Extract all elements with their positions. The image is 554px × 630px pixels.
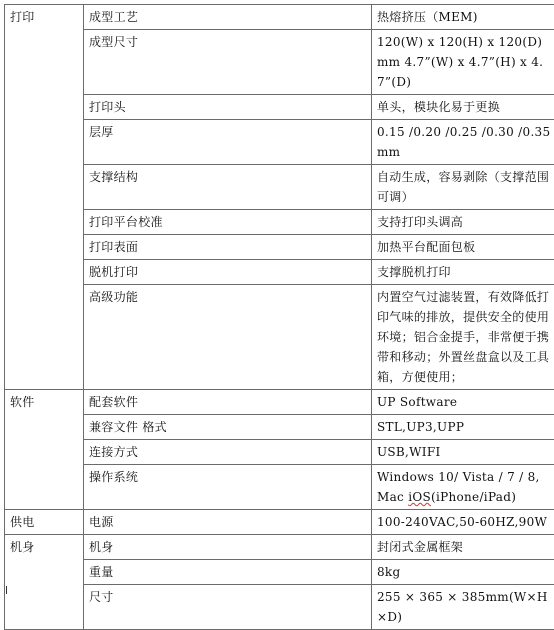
value-cell: STL,UP3,UPP [372, 415, 554, 440]
item-cell: 脱机打印 [84, 260, 372, 285]
item-cell: 操作系统 [84, 465, 372, 510]
category-cell-power: 供电 [5, 510, 84, 535]
item-cell: 配套软件 [84, 390, 372, 415]
table-row [5, 510, 554, 535]
item-cell: 成型尺寸 [84, 30, 372, 95]
table-row [5, 560, 554, 585]
table-row [5, 585, 554, 630]
table-row [5, 30, 554, 95]
table-row [5, 465, 554, 510]
spellcheck-underlined-text: iOS [408, 490, 431, 504]
category-cell-body: 机身 [5, 535, 84, 630]
spec-table [4, 4, 554, 630]
table-row [5, 535, 554, 560]
value-cell: 封闭式金属框架 [372, 535, 554, 560]
table-row [5, 260, 554, 285]
os-text-part: (iPhone/iPad) [431, 490, 516, 504]
table-row [5, 120, 554, 165]
value-cell: 100-240VAC,50-60HZ,90W [372, 510, 554, 535]
item-cell: 层厚 [84, 120, 372, 165]
value-cell [372, 465, 554, 510]
category-cell-print: 打印 [5, 5, 84, 390]
item-cell: 机身 [84, 535, 372, 560]
table-row [5, 415, 554, 440]
item-cell: 高级功能 [84, 285, 372, 390]
value-cell: 热熔挤压（MEM) [372, 5, 554, 30]
table-row [5, 95, 554, 120]
value-cell: 单头，模块化易于更换 [372, 95, 554, 120]
item-cell: 电源 [84, 510, 372, 535]
table-row [5, 235, 554, 260]
value-cell: 支撑脱机打印 [372, 260, 554, 285]
value-cell: UP Software [372, 390, 554, 415]
value-cell: 0.15 /0.20 /0.25 /0.30 /0.35 mm [372, 120, 554, 165]
value-cell: 自动生成，容易剥除（支撑范围可调） [372, 165, 554, 210]
table-row [5, 210, 554, 235]
item-cell: 打印平台校准 [84, 210, 372, 235]
os-text-part: Windows 10/ Vista / 7 / 8,Mac [377, 470, 540, 504]
item-cell: 尺寸 [84, 585, 372, 630]
item-cell: 打印表面 [84, 235, 372, 260]
table-row [5, 285, 554, 390]
value-cell: 支持打印头调高 [372, 210, 554, 235]
value-cell: 内置空气过滤装置，有效降低打印气味的排放，提供安全的使用环境；铝合金提手，非常便于携带和移动；外置丝盘盒以及工具箱，方便使用； [372, 285, 554, 390]
value-cell: 120(W) x 120(H) x 120(D) mm 4.7”(W) x 4.7”(H) x 4.7”(D) [372, 30, 554, 95]
item-cell: 重量 [84, 560, 372, 585]
item-cell: 兼容文件 格式 [84, 415, 372, 440]
table-row [5, 440, 554, 465]
value-cell: 加热平台配面包板 [372, 235, 554, 260]
value-cell: 8kg [372, 560, 554, 585]
item-cell: 连接方式 [84, 440, 372, 465]
item-cell: 打印头 [84, 95, 372, 120]
category-cell-software: 软件 [5, 390, 84, 510]
item-cell: 成型工艺 [84, 5, 372, 30]
value-cell: 255 × 365 × 385mm(W×H×D) [372, 585, 554, 630]
value-cell: USB,WIFI [372, 440, 554, 465]
item-cell: 支撑结构 [84, 165, 372, 210]
table-row [5, 390, 554, 415]
table-row [5, 165, 554, 210]
table-row [5, 5, 554, 30]
text-cursor [6, 586, 7, 594]
